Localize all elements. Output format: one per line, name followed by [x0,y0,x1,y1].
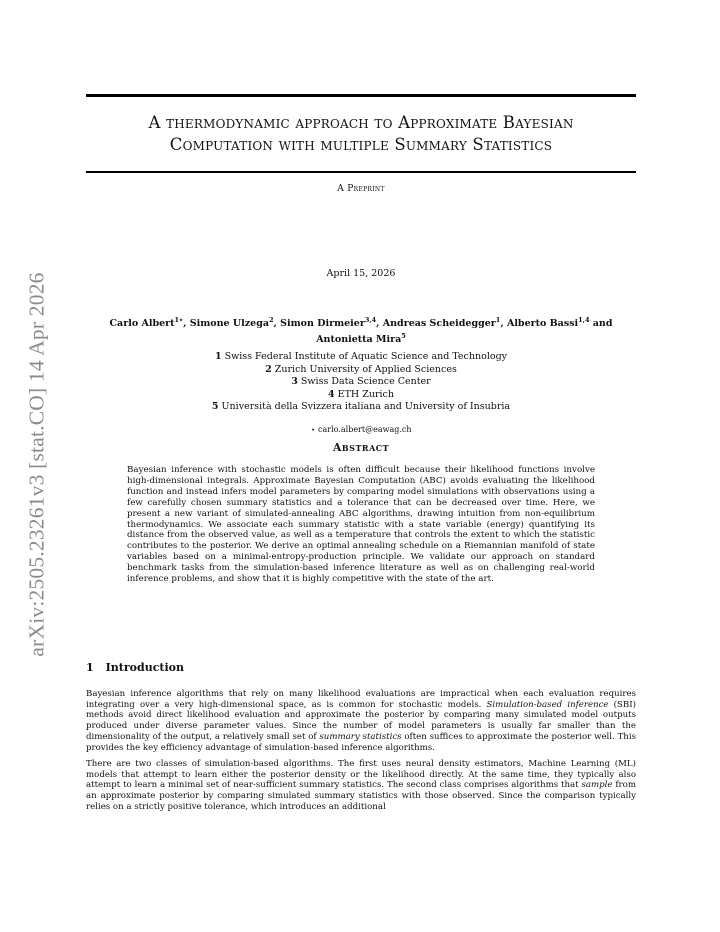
author-affiliation-mark: 3,4 [364,316,377,324]
affiliation-list [86,351,636,414]
affiliation-name: Swiss Federal Institute of Aquatic Science and Technology [224,351,508,362]
paragraph-text: Bayesian inference algorithms that rely on many likelihood evaluations are impractical when each evaluation requires integrating over a very high-dimensional space, as is common for stochastic models. [86,689,636,710]
section-title: Introduction [105,661,184,674]
author-name: Carlo Albert [109,318,175,330]
author-name: Simone Ulzega [189,318,269,330]
intro-paragraph-2 [86,759,636,813]
paragraph-text: often suffices to approximate the posterior well. This provides the key efficiency advantage of simulation-based inference algorithms. [86,731,636,753]
author-name: Simon Dirmeier [280,318,365,330]
section-heading [86,661,184,674]
author-name: Alberto Bassi [506,318,579,330]
publication-date: April 15, 2026 [326,268,396,279]
affiliation-name: Università della Svizzera italiana and University of Insubria [221,401,511,412]
affiliation-number: 4 [328,388,335,400]
paper-title [86,112,636,156]
author-affiliation-mark: 2 [269,316,274,324]
section-number: 1 [86,661,94,674]
affiliation-number: 2 [265,363,272,375]
affiliation-name: Zurich University of Applied Sciences [274,363,457,375]
corresponding-email: ⋆ carlo.albert@eawag.ch [310,425,412,434]
author-name: Antonietta Mira [316,334,402,346]
affiliation-item [86,364,636,377]
affiliation-number: 3 [291,376,298,387]
emphasized-term: sample [581,780,613,791]
arxiv-identifier-text: arXiv:2505.23261v3 [stat.CO] 14 Apr 2026 [24,271,49,657]
preprint-label: A Preprint [337,184,385,194]
paragraph-text: (SBI) methods avoid direct likelihood evaluation and approximate the posterior by comparing many simulated model outputs produced under diverse parameter values. Since the number of model parameters is usually far smaller than the dimensionality of the output, a relatively small set of [86,699,636,742]
arxiv-identifier-stamp [19,252,55,676]
paper-title-line-2: Computation with multiple Summary Statistics [169,135,553,154]
author-name: Andreas Scheidegger [382,318,496,330]
emphasized-term: Simulation-based inference [486,699,609,710]
affiliation-name: ETH Zurich [337,388,394,400]
paragraph-text: from an approximate posterior by comparing simulated summary statistics with those observed. Since the comparison typically relies on a strictly positive tolerance, which introduces an additional [86,780,636,812]
intro-paragraph-1 [86,689,636,753]
author-affiliation-mark: 1 [495,316,501,324]
affiliation-item [86,401,636,414]
title-top-rule [86,94,636,97]
affiliation-number: 5 [211,401,219,412]
author-affiliation-mark: 1,4 [578,316,590,324]
abstract-heading: Abstract [332,441,390,454]
title-bottom-rule [86,171,636,173]
affiliation-item [86,351,636,364]
author-list: Carlo Albert$^{1⋆}$, Simone Ulzega$^2$, Simon Dirmeier$^{3,4}$, Andreas Scheidegger$^1$, Alberto Bassi$^{1,4}$ and Antonietta Mira$^5$ [109,316,613,346]
emphasized-term: summary statistics [319,731,402,742]
author-affiliation-mark: 1⋆ [174,316,184,324]
author-conjunction: and [592,318,613,330]
affiliation-item [86,389,636,402]
affiliation-number: 1 [214,351,222,362]
affiliation-name: Swiss Data Science Center [300,376,431,387]
author-affiliation-mark: 5 [401,332,406,341]
abstract-body: Bayesian inference with stochastic models is often difficult because their likelihood functions involve high-dimensional integrals. Approximate Bayesian Computation (ABC) avoids evaluating the likelihood function and instead infers model parameters by comparing model simulations with observations using a few carefully chosen summary statistics and a tolerance that can be decreased over time. Here, we present a new variant of simulated-annealing ABC algorithms, drawing intuition from non-equilibrium thermodynamics. We associate each summary statistic with a state variable (energy) quantifying its distance from the observed value, as well as a temperature that controls the extent to which the statistic contributes to the posterior. We derive an optimal annealing schedule on a Riemannian manifold of state variables based on a minimal-entropy-production principle. We validate our approach on standard benchmark tasks from the simulation-based inference literature as well as on challenging real-world inference problems, and show that it is highly competitive with the state of the art. [127,465,595,585]
paragraph-text: There are two classes of simulation-based algorithms. The first uses neural density estimators, Machine Learning (ML) models that attempt to learn either the posterior density or the likelihood directly. At the same time, they typically also attempt to learn a minimal set of near-sufficient summary statistics. The second class comprises algorithms that [86,759,636,791]
affiliation-item [86,376,636,389]
paper-title-line-1: A thermodynamic approach to Approximate Bayesian [148,113,574,132]
